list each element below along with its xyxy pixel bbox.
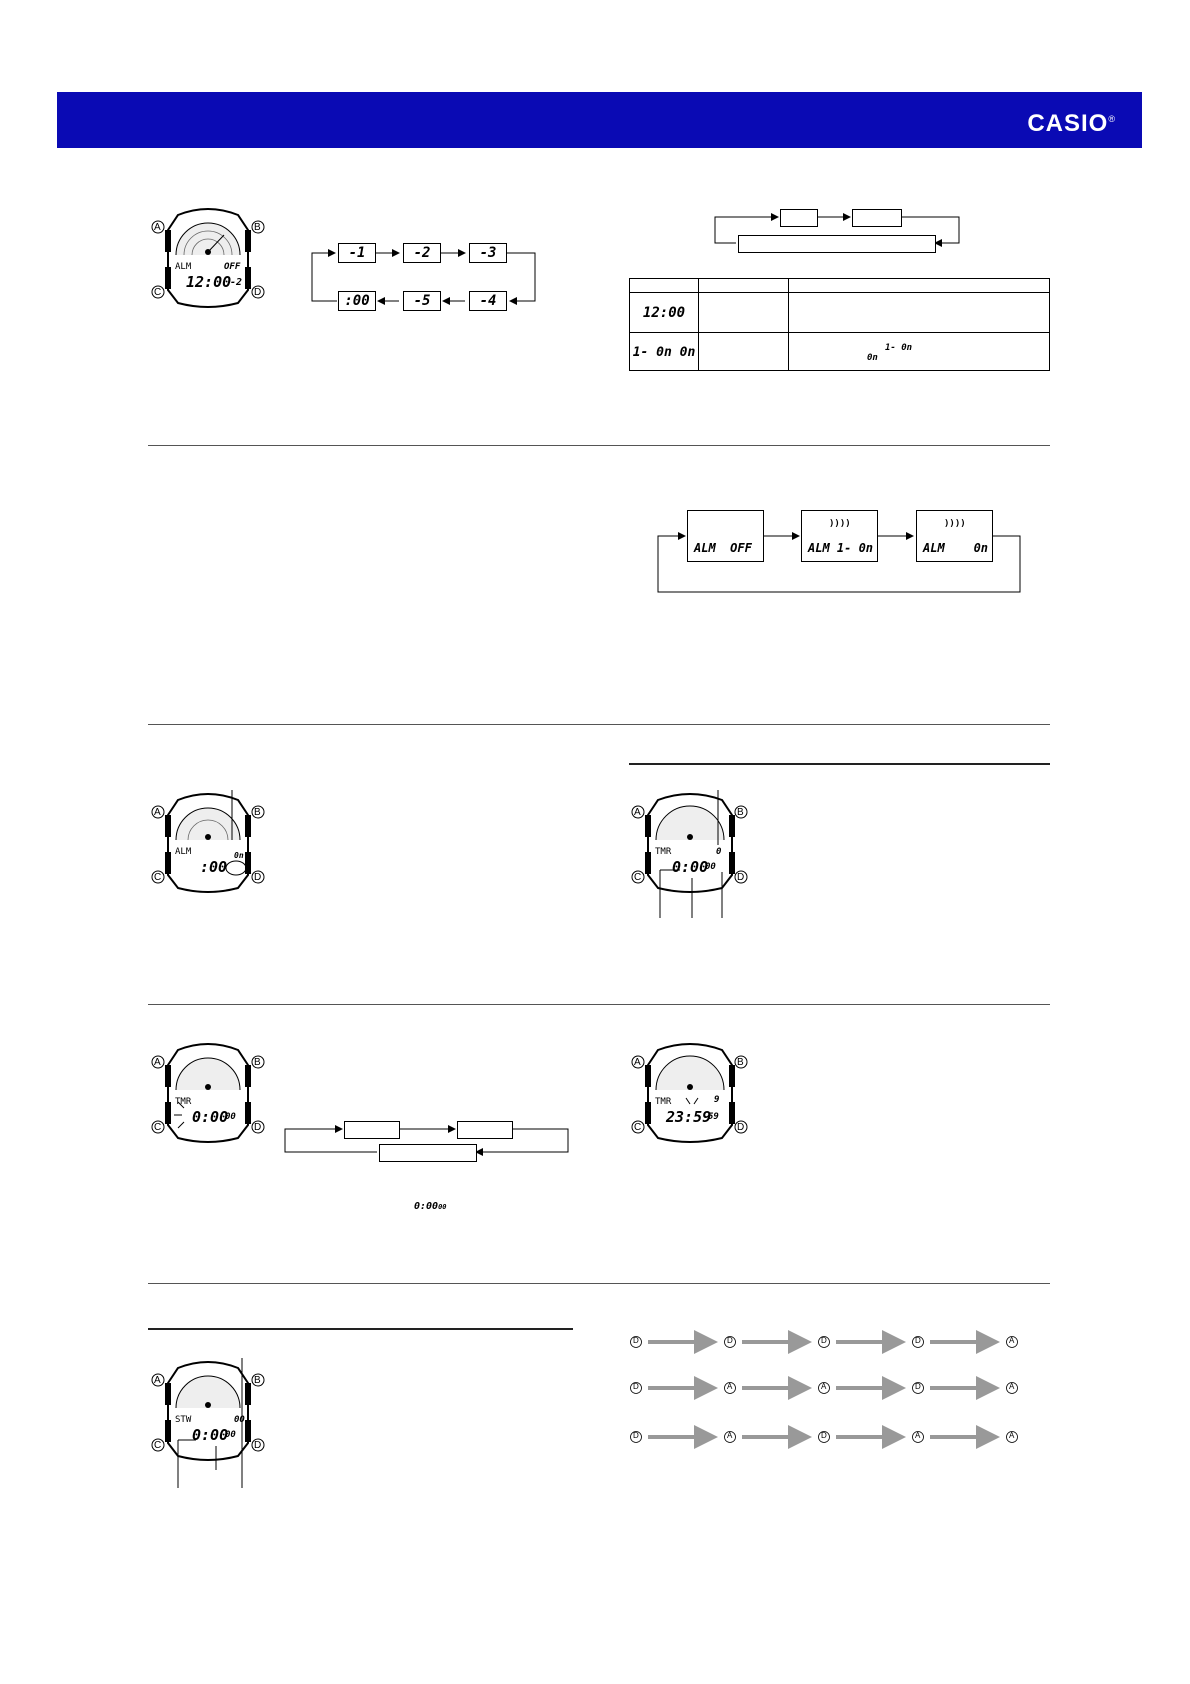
cycle-step-2: -2 [403, 243, 441, 263]
state-text: ALM 1- 0n [808, 541, 874, 555]
seq-button-label: D [915, 1382, 921, 1391]
table-cell-display [630, 333, 699, 371]
button-a-label: A [154, 222, 161, 233]
button-d-label: D [254, 1122, 262, 1133]
seq-button-label: A [915, 1431, 921, 1440]
lcd-status: 0n [234, 851, 244, 860]
cycle-step-4: -4 [469, 291, 507, 311]
lcd-time: :00 [200, 858, 228, 876]
stopwatch-operation-sequences [628, 1330, 1028, 1460]
seq-button-label: D [915, 1336, 921, 1345]
seq-button-label: A [1009, 1336, 1015, 1345]
flow-box-3 [738, 235, 936, 253]
note-1-on: 1- 0n [885, 343, 913, 353]
section-divider [148, 1004, 1050, 1005]
inline-sub: 00 [438, 1203, 447, 1211]
table-cell-display [630, 293, 699, 333]
note-on: 0n [867, 353, 878, 363]
button-b-label: B [254, 1057, 261, 1068]
lcd-count: 0 [716, 847, 722, 857]
seq-button-label: D [633, 1336, 639, 1345]
alarm-indicator-icon: )))) [829, 519, 851, 529]
table-cell [699, 293, 789, 333]
seq-button-label: D [633, 1382, 639, 1391]
button-c-label: C [154, 1122, 162, 1133]
button-d-label: D [254, 1440, 262, 1451]
button-d-label: D [737, 872, 745, 883]
table-header-cell [630, 279, 699, 293]
button-a-label: A [154, 1375, 161, 1386]
button-b-label: B [254, 807, 261, 818]
flow-box-minutes [457, 1121, 513, 1139]
lcd-time: 0:00 [192, 1108, 229, 1126]
brand-name: CASIO [1027, 110, 1109, 137]
watch-figure-timer [628, 790, 753, 920]
seq-button-label: D [821, 1336, 827, 1345]
seq-button-label: D [727, 1336, 733, 1345]
button-c-label: C [634, 1122, 642, 1133]
table-cell [789, 293, 1050, 333]
cycle-step-1: -1 [338, 243, 376, 263]
lcd-sub: 00 [225, 1112, 236, 1122]
button-c-label: C [154, 1440, 162, 1451]
flow-box-seconds [379, 1144, 477, 1162]
button-a-label: A [154, 807, 161, 818]
subsection-rule [629, 763, 1050, 765]
lcd-suffix: -2 [230, 277, 243, 288]
lcd-time: 12:00 [186, 273, 232, 291]
section-divider [148, 445, 1050, 446]
flow-box-1 [780, 209, 818, 227]
lcd-time: 0:00 [192, 1426, 229, 1444]
watch-figure-alarm-set [148, 205, 268, 310]
button-b-label: B [254, 1375, 261, 1386]
table-header-cell [699, 279, 789, 293]
button-b-label: B [254, 222, 261, 233]
state-text: ALM OFF [694, 541, 752, 555]
cycle-step-00: :00 [338, 291, 376, 311]
alarm-indicator-icon: )))) [944, 519, 966, 529]
button-a-label: A [154, 1057, 161, 1068]
lcd-time: 0:00 [672, 858, 709, 876]
watch-figure-hourly-signal [148, 790, 268, 895]
lcd-mode-label: ALM [175, 262, 192, 272]
flow-box-hours [344, 1121, 400, 1139]
button-a-label: A [634, 807, 641, 818]
state-alarm-off [687, 510, 764, 562]
cycle-step-3: -3 [469, 243, 507, 263]
lcd-mode-label: TMR [175, 1097, 192, 1107]
seq-button-label: A [727, 1431, 733, 1440]
seq-button-label: A [1009, 1382, 1015, 1391]
table-cell [789, 333, 1050, 371]
timer-set-flow [282, 1115, 572, 1163]
subsection-rule [148, 1328, 573, 1330]
flow-box-2 [852, 209, 902, 227]
inline-time: 0:00 [414, 1201, 439, 1212]
lcd-mode-label: TMR [655, 847, 672, 857]
seq-button-label: A [1009, 1431, 1015, 1440]
registered-mark: ® [1108, 114, 1116, 124]
alarm-on-off-cycle [655, 508, 1025, 594]
header-bar [57, 92, 1142, 148]
button-c-label: C [154, 872, 162, 883]
button-c-label: C [154, 287, 162, 298]
button-b-label: B [737, 807, 744, 818]
lcd-count: 9 [714, 1095, 720, 1105]
alarm-type-table [629, 278, 1050, 371]
inline-timer-reset-display [414, 1196, 447, 1214]
button-b-label: B [737, 1057, 744, 1068]
lcd-sub: 59 [708, 1112, 719, 1122]
section-divider [148, 1283, 1050, 1284]
seq-button-label: D [821, 1431, 827, 1440]
state-alarm-on [916, 510, 993, 562]
lcd-mode-label: ALM [175, 847, 192, 857]
state-text: ALM 0n [923, 541, 989, 555]
lcd-mode-label: STW [175, 1415, 192, 1425]
button-d-label: D [737, 1122, 745, 1133]
button-c-label: C [634, 872, 642, 883]
seq-button-label: A [821, 1382, 827, 1391]
mode-flow-diagram [712, 205, 967, 255]
display-12-00: 12:00 [642, 304, 686, 321]
lcd-sub: 00 [705, 862, 716, 872]
lcd-sub: 00 [225, 1430, 236, 1440]
watch-figure-timer-set [148, 1040, 268, 1145]
seq-button-label: D [633, 1431, 639, 1440]
section-divider [148, 724, 1050, 725]
lcd-count: 00 [234, 1415, 245, 1425]
lcd-mode-label: TMR [655, 1097, 672, 1107]
table-header-cell [789, 279, 1050, 293]
alarm-digit-cycle [310, 242, 540, 312]
cycle-step-5: -5 [403, 291, 441, 311]
watch-figure-stopwatch [148, 1358, 268, 1488]
seq-button-label: A [727, 1382, 733, 1391]
display-1-on-on: 1- 0n 0n [632, 344, 696, 360]
casio-logo [1027, 110, 1116, 138]
table-cell [699, 333, 789, 371]
button-a-label: A [634, 1057, 641, 1068]
lcd-time: 23:59 [666, 1108, 712, 1126]
lcd-status: OFF [224, 262, 241, 272]
state-alarm-1-on [801, 510, 878, 562]
button-d-label: D [254, 872, 262, 883]
watch-figure-timer-running [628, 1040, 753, 1150]
button-d-label: D [254, 287, 262, 298]
